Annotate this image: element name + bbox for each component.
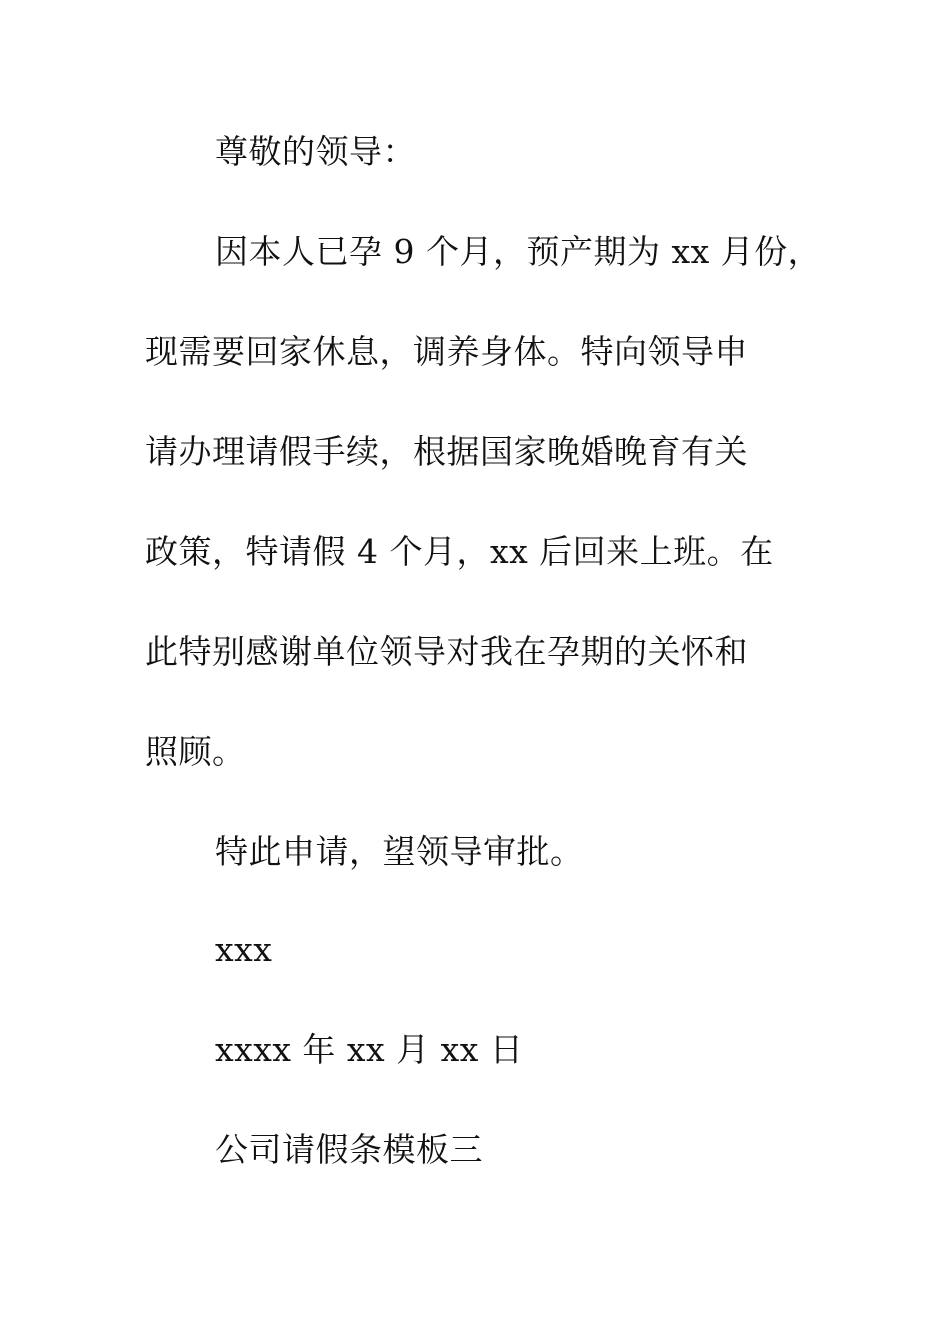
body-line-5: 此特别感谢单位领导对我在孕期的关怀和 <box>145 632 748 671</box>
closing-line: 特此申请，望领导审批。 <box>215 832 584 871</box>
body-line-3: 请办理请假手续，根据国家晚婚晚育有关 <box>145 432 748 471</box>
signature: xxx <box>215 930 273 969</box>
body-line-2: 现需要回家休息，调养身体。特向领导申 <box>145 332 748 371</box>
body-line-1: 因本人已孕 9 个月，预产期为 xx 月份， <box>215 232 822 271</box>
section-title: 公司请假条模板三 <box>215 1130 483 1169</box>
date-line: xxxx 年 xx 月 xx 日 <box>215 1030 524 1069</box>
body-line-4: 政策，特请假 4 个月，xx 后回来上班。在 <box>145 532 774 571</box>
body-line-6: 照顾。 <box>145 732 246 771</box>
salutation: 尊敬的领导： <box>215 132 416 171</box>
